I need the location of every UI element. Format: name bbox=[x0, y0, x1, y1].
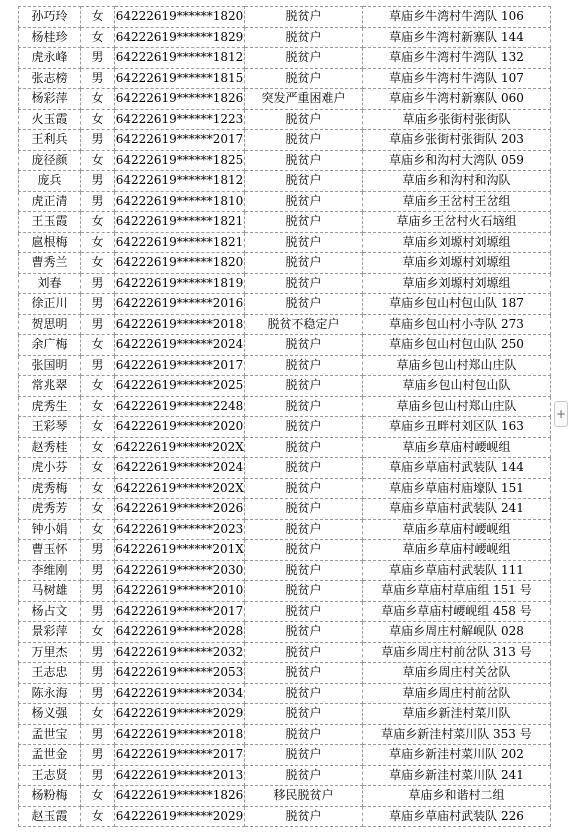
address-cell: 草庙乡包山村小寺队 273 bbox=[363, 314, 551, 335]
gender-cell: 男 bbox=[81, 294, 115, 315]
table-body bbox=[19, 7, 551, 827]
table-row bbox=[19, 683, 551, 704]
name-cell: 虎永峰 bbox=[19, 48, 81, 69]
table-row bbox=[19, 150, 551, 171]
table-row bbox=[19, 663, 551, 684]
name-cell: 李维刚 bbox=[19, 560, 81, 581]
address-cell: 草庙乡草庙村庙壕队 151 bbox=[363, 478, 551, 499]
id-number-cell: 64222619******2028 bbox=[115, 622, 245, 643]
id-number-cell: 64222619******201X bbox=[115, 540, 245, 561]
table-row bbox=[19, 27, 551, 48]
name-cell: 虎秀芳 bbox=[19, 499, 81, 520]
table-row bbox=[19, 396, 551, 417]
address-cell: 草庙乡包山村郑山庄队 bbox=[363, 396, 551, 417]
gender-cell: 男 bbox=[81, 560, 115, 581]
household-type-cell: 脱贫户 bbox=[245, 396, 363, 417]
gender-cell: 男 bbox=[81, 724, 115, 745]
household-type-cell: 脱贫户 bbox=[245, 581, 363, 602]
address-cell: 草庙乡王岔村王岔组 bbox=[363, 191, 551, 212]
table-row bbox=[19, 806, 551, 827]
address-cell: 草庙乡新洼村菜川队 353 号 bbox=[363, 724, 551, 745]
address-cell: 草庙乡包山村郑山庄队 bbox=[363, 355, 551, 376]
table-row bbox=[19, 7, 551, 28]
gender-cell: 女 bbox=[81, 806, 115, 827]
address-cell: 草庙乡牛湾村牛湾队 106 bbox=[363, 7, 551, 28]
name-cell: 虎小芬 bbox=[19, 458, 81, 479]
household-type-cell: 脱贫户 bbox=[245, 355, 363, 376]
address-cell: 草庙乡草庙村草庙组 151 号 bbox=[363, 581, 551, 602]
table-row bbox=[19, 273, 551, 294]
address-cell: 草庙乡和沟村大湾队 059 bbox=[363, 150, 551, 171]
id-number-cell: 64222619******1825 bbox=[115, 150, 245, 171]
gender-cell: 女 bbox=[81, 89, 115, 110]
gender-cell: 女 bbox=[81, 478, 115, 499]
table-row bbox=[19, 212, 551, 233]
name-cell: 虎秀梅 bbox=[19, 478, 81, 499]
household-type-cell: 脱贫户 bbox=[245, 171, 363, 192]
gender-cell: 女 bbox=[81, 253, 115, 274]
name-cell: 孙巧玲 bbox=[19, 7, 81, 28]
id-number-cell: 64222619******2034 bbox=[115, 683, 245, 704]
name-cell: 扈根梅 bbox=[19, 232, 81, 253]
household-type-cell: 脱贫户 bbox=[245, 540, 363, 561]
table-row bbox=[19, 519, 551, 540]
plus-icon: + bbox=[555, 407, 567, 421]
household-type-cell: 脱贫户 bbox=[245, 499, 363, 520]
id-number-cell: 64222619******2017 bbox=[115, 601, 245, 622]
name-cell: 曹玉怀 bbox=[19, 540, 81, 561]
address-cell: 草庙乡周庄村关岔队 bbox=[363, 663, 551, 684]
gender-cell: 男 bbox=[81, 273, 115, 294]
household-type-cell: 突发严重困难户 bbox=[245, 89, 363, 110]
address-cell: 草庙乡丑畔村刘区队 163 bbox=[363, 417, 551, 438]
gender-cell: 男 bbox=[81, 581, 115, 602]
id-number-cell: 64222619******2017 bbox=[115, 745, 245, 766]
table-row bbox=[19, 355, 551, 376]
table-row bbox=[19, 745, 551, 766]
household-type-cell: 脱贫户 bbox=[245, 806, 363, 827]
table-row bbox=[19, 724, 551, 745]
gender-cell: 女 bbox=[81, 519, 115, 540]
address-cell: 草庙乡草庙村崾岘组 bbox=[363, 519, 551, 540]
id-number-cell: 64222619******2020 bbox=[115, 417, 245, 438]
table-row bbox=[19, 191, 551, 212]
table-row bbox=[19, 560, 551, 581]
id-number-cell: 64222619******2026 bbox=[115, 499, 245, 520]
gender-cell: 女 bbox=[81, 109, 115, 130]
id-number-cell: 64222619******2248 bbox=[115, 396, 245, 417]
gender-cell: 女 bbox=[81, 212, 115, 233]
name-cell: 贺思明 bbox=[19, 314, 81, 335]
name-cell: 万里杰 bbox=[19, 642, 81, 663]
id-number-cell: 64222619******1826 bbox=[115, 89, 245, 110]
household-type-cell: 脱贫户 bbox=[245, 724, 363, 745]
name-cell: 孟世宝 bbox=[19, 724, 81, 745]
id-number-cell: 64222619******202X bbox=[115, 437, 245, 458]
table-row bbox=[19, 540, 551, 561]
table-row bbox=[19, 704, 551, 725]
name-cell: 刘春 bbox=[19, 273, 81, 294]
address-cell: 草庙乡新洼村菜川队 241 bbox=[363, 765, 551, 786]
gender-cell: 男 bbox=[81, 601, 115, 622]
id-number-cell: 64222619******2023 bbox=[115, 519, 245, 540]
id-number-cell: 64222619******1812 bbox=[115, 48, 245, 69]
address-cell: 草庙乡牛湾村新寨队 144 bbox=[363, 27, 551, 48]
address-cell: 草庙乡周庄村解岘队 028 bbox=[363, 622, 551, 643]
name-cell: 王利兵 bbox=[19, 130, 81, 151]
household-type-cell: 脱贫户 bbox=[245, 48, 363, 69]
gender-cell: 女 bbox=[81, 7, 115, 28]
table-row bbox=[19, 314, 551, 335]
table-row bbox=[19, 765, 551, 786]
address-cell: 草庙乡新洼村菜川队 bbox=[363, 704, 551, 725]
household-type-cell: 脱贫户 bbox=[245, 232, 363, 253]
name-cell: 赵秀桂 bbox=[19, 437, 81, 458]
name-cell: 王彩琴 bbox=[19, 417, 81, 438]
address-cell: 草庙乡和沟村和沟队 bbox=[363, 171, 551, 192]
id-number-cell: 64222619******1810 bbox=[115, 191, 245, 212]
gender-cell: 男 bbox=[81, 683, 115, 704]
household-type-cell: 脱贫户 bbox=[245, 150, 363, 171]
table-row bbox=[19, 417, 551, 438]
address-cell: 草庙乡牛湾村牛湾队 132 bbox=[363, 48, 551, 69]
household-type-cell: 脱贫户 bbox=[245, 191, 363, 212]
household-type-cell: 脱贫户 bbox=[245, 622, 363, 643]
name-cell: 王玉霞 bbox=[19, 212, 81, 233]
household-type-cell: 移民脱贫户 bbox=[245, 786, 363, 807]
gender-cell: 男 bbox=[81, 642, 115, 663]
address-cell: 草庙乡牛湾村新寨队 060 bbox=[363, 89, 551, 110]
household-type-cell: 脱贫户 bbox=[245, 478, 363, 499]
household-type-cell: 脱贫户 bbox=[245, 519, 363, 540]
gender-cell: 男 bbox=[81, 745, 115, 766]
name-cell: 徐正川 bbox=[19, 294, 81, 315]
name-cell: 庞径颜 bbox=[19, 150, 81, 171]
table-row bbox=[19, 437, 551, 458]
name-cell: 杨义强 bbox=[19, 704, 81, 725]
table-row bbox=[19, 622, 551, 643]
household-type-cell: 脱贫户 bbox=[245, 663, 363, 684]
household-type-cell: 脱贫户 bbox=[245, 601, 363, 622]
address-cell: 草庙乡周庄村前岔队 313 号 bbox=[363, 642, 551, 663]
gender-cell: 男 bbox=[81, 48, 115, 69]
address-cell: 草庙乡草庙村崾岘组 bbox=[363, 437, 551, 458]
gender-cell: 女 bbox=[81, 622, 115, 643]
id-number-cell: 64222619******1223 bbox=[115, 109, 245, 130]
name-cell: 王志忠 bbox=[19, 663, 81, 684]
id-number-cell: 64222619******202X bbox=[115, 478, 245, 499]
id-number-cell: 64222619******1820 bbox=[115, 7, 245, 28]
table-row bbox=[19, 601, 551, 622]
name-cell: 钟小娟 bbox=[19, 519, 81, 540]
id-number-cell: 64222619******2032 bbox=[115, 642, 245, 663]
household-type-cell: 脱贫户 bbox=[245, 68, 363, 89]
address-cell: 草庙乡刘塬村刘塬组 bbox=[363, 232, 551, 253]
table-row bbox=[19, 642, 551, 663]
name-cell: 张志榜 bbox=[19, 68, 81, 89]
name-cell: 曹秀兰 bbox=[19, 253, 81, 274]
name-cell: 杨彩萍 bbox=[19, 89, 81, 110]
name-cell: 常兆翠 bbox=[19, 376, 81, 397]
gender-cell: 女 bbox=[81, 335, 115, 356]
household-type-cell: 脱贫户 bbox=[245, 212, 363, 233]
id-number-cell: 64222619******2017 bbox=[115, 130, 245, 151]
name-cell: 虎正清 bbox=[19, 191, 81, 212]
address-cell: 草庙乡草庙村武装队 111 bbox=[363, 560, 551, 581]
name-cell: 赵玉霞 bbox=[19, 806, 81, 827]
gender-cell: 男 bbox=[81, 765, 115, 786]
name-cell: 火玉霞 bbox=[19, 109, 81, 130]
household-type-cell: 脱贫户 bbox=[245, 437, 363, 458]
household-type-cell: 脱贫户 bbox=[245, 560, 363, 581]
gender-cell: 男 bbox=[81, 314, 115, 335]
table-row bbox=[19, 89, 551, 110]
household-type-cell: 脱贫户 bbox=[245, 335, 363, 356]
table-row bbox=[19, 253, 551, 274]
id-number-cell: 64222619******1815 bbox=[115, 68, 245, 89]
table-row bbox=[19, 499, 551, 520]
name-cell: 陈永海 bbox=[19, 683, 81, 704]
household-type-cell: 脱贫户 bbox=[245, 7, 363, 28]
id-number-cell: 64222619******1820 bbox=[115, 253, 245, 274]
id-number-cell: 64222619******1826 bbox=[115, 786, 245, 807]
table-row bbox=[19, 786, 551, 807]
household-type-cell: 脱贫户 bbox=[245, 27, 363, 48]
table-row bbox=[19, 294, 551, 315]
table-row bbox=[19, 478, 551, 499]
table-row bbox=[19, 232, 551, 253]
table-row bbox=[19, 68, 551, 89]
address-cell: 草庙乡草庙村武装队 241 bbox=[363, 499, 551, 520]
name-cell: 孟世金 bbox=[19, 745, 81, 766]
id-number-cell: 64222619******2030 bbox=[115, 560, 245, 581]
gender-cell: 女 bbox=[81, 499, 115, 520]
household-type-cell: 脱贫户 bbox=[245, 109, 363, 130]
address-cell: 草庙乡草庙村崾岘组 458 号 bbox=[363, 601, 551, 622]
id-number-cell: 64222619******1819 bbox=[115, 273, 245, 294]
gender-cell: 男 bbox=[81, 355, 115, 376]
gender-cell: 女 bbox=[81, 150, 115, 171]
name-cell: 王志贤 bbox=[19, 765, 81, 786]
id-number-cell: 64222619******2016 bbox=[115, 294, 245, 315]
address-cell: 草庙乡草庙村崾岘组 bbox=[363, 540, 551, 561]
gender-cell: 男 bbox=[81, 663, 115, 684]
name-cell: 庞兵 bbox=[19, 171, 81, 192]
id-number-cell: 64222619******2018 bbox=[115, 724, 245, 745]
name-cell: 杨占文 bbox=[19, 601, 81, 622]
address-cell: 草庙乡草庙村武装队 226 bbox=[363, 806, 551, 827]
id-number-cell: 64222619******2017 bbox=[115, 355, 245, 376]
name-cell: 杨桂珍 bbox=[19, 27, 81, 48]
household-type-cell: 脱贫户 bbox=[245, 376, 363, 397]
household-type-cell: 脱贫户 bbox=[245, 130, 363, 151]
id-number-cell: 64222619******2024 bbox=[115, 458, 245, 479]
id-number-cell: 64222619******1812 bbox=[115, 171, 245, 192]
table-row bbox=[19, 581, 551, 602]
name-cell: 马树雄 bbox=[19, 581, 81, 602]
household-type-cell: 脱贫户 bbox=[245, 294, 363, 315]
gender-cell: 女 bbox=[81, 376, 115, 397]
id-number-cell: 64222619******2029 bbox=[115, 806, 245, 827]
gender-cell: 女 bbox=[81, 458, 115, 479]
table-row bbox=[19, 376, 551, 397]
table-row bbox=[19, 335, 551, 356]
id-number-cell: 64222619******1821 bbox=[115, 212, 245, 233]
address-cell: 草庙乡新洼村菜川队 202 bbox=[363, 745, 551, 766]
id-number-cell: 64222619******1829 bbox=[115, 27, 245, 48]
name-cell: 余广梅 bbox=[19, 335, 81, 356]
household-type-cell: 脱贫户 bbox=[245, 765, 363, 786]
gender-cell: 男 bbox=[81, 171, 115, 192]
gender-cell: 女 bbox=[81, 786, 115, 807]
household-table bbox=[18, 6, 551, 827]
name-cell: 景彩萍 bbox=[19, 622, 81, 643]
gender-cell: 女 bbox=[81, 437, 115, 458]
address-cell: 草庙乡包山村包山队 250 bbox=[363, 335, 551, 356]
household-type-cell: 脱贫户 bbox=[245, 458, 363, 479]
household-type-cell: 脱贫户 bbox=[245, 745, 363, 766]
address-cell: 草庙乡刘塬村刘塬组 bbox=[363, 253, 551, 274]
table-row bbox=[19, 48, 551, 69]
table-row bbox=[19, 130, 551, 151]
address-cell: 草庙乡牛湾村牛湾队 107 bbox=[363, 68, 551, 89]
household-type-cell: 脱贫户 bbox=[245, 253, 363, 274]
household-type-cell: 脱贫户 bbox=[245, 273, 363, 294]
address-cell: 草庙乡包山村包山队 bbox=[363, 376, 551, 397]
gender-cell: 女 bbox=[81, 27, 115, 48]
household-type-cell: 脱贫不稳定户 bbox=[245, 314, 363, 335]
household-type-cell: 脱贫户 bbox=[245, 417, 363, 438]
gender-cell: 男 bbox=[81, 68, 115, 89]
address-cell: 草庙乡张街村张街队 203 bbox=[363, 130, 551, 151]
address-cell: 草庙乡刘塬村刘塬组 bbox=[363, 273, 551, 294]
name-cell: 虎秀生 bbox=[19, 396, 81, 417]
id-number-cell: 64222619******2013 bbox=[115, 765, 245, 786]
address-cell: 草庙乡周庄村前岔队 bbox=[363, 683, 551, 704]
household-type-cell: 脱贫户 bbox=[245, 683, 363, 704]
id-number-cell: 64222619******2010 bbox=[115, 581, 245, 602]
address-cell: 草庙乡草庙村武装队 144 bbox=[363, 458, 551, 479]
address-cell: 草庙乡包山村包山队 187 bbox=[363, 294, 551, 315]
id-number-cell: 64222619******2053 bbox=[115, 663, 245, 684]
table-row bbox=[19, 458, 551, 479]
gender-cell: 女 bbox=[81, 417, 115, 438]
gender-cell: 男 bbox=[81, 191, 115, 212]
gender-cell: 女 bbox=[81, 704, 115, 725]
id-number-cell: 64222619******1821 bbox=[115, 232, 245, 253]
add-row-handle[interactable] bbox=[554, 401, 568, 427]
address-cell: 草庙乡王岔村火石垴组 bbox=[363, 212, 551, 233]
id-number-cell: 64222619******2024 bbox=[115, 335, 245, 356]
address-cell: 草庙乡张街村张街队 bbox=[363, 109, 551, 130]
table-row bbox=[19, 171, 551, 192]
address-cell: 草庙乡和谐村二组 bbox=[363, 786, 551, 807]
table-row bbox=[19, 109, 551, 130]
gender-cell: 男 bbox=[81, 540, 115, 561]
household-type-cell: 脱贫户 bbox=[245, 642, 363, 663]
name-cell: 杨粉梅 bbox=[19, 786, 81, 807]
id-number-cell: 64222619******2029 bbox=[115, 704, 245, 725]
household-type-cell: 脱贫户 bbox=[245, 704, 363, 725]
gender-cell: 男 bbox=[81, 130, 115, 151]
name-cell: 张国明 bbox=[19, 355, 81, 376]
id-number-cell: 64222619******2025 bbox=[115, 376, 245, 397]
gender-cell: 女 bbox=[81, 232, 115, 253]
gender-cell: 女 bbox=[81, 396, 115, 417]
id-number-cell: 64222619******2018 bbox=[115, 314, 245, 335]
